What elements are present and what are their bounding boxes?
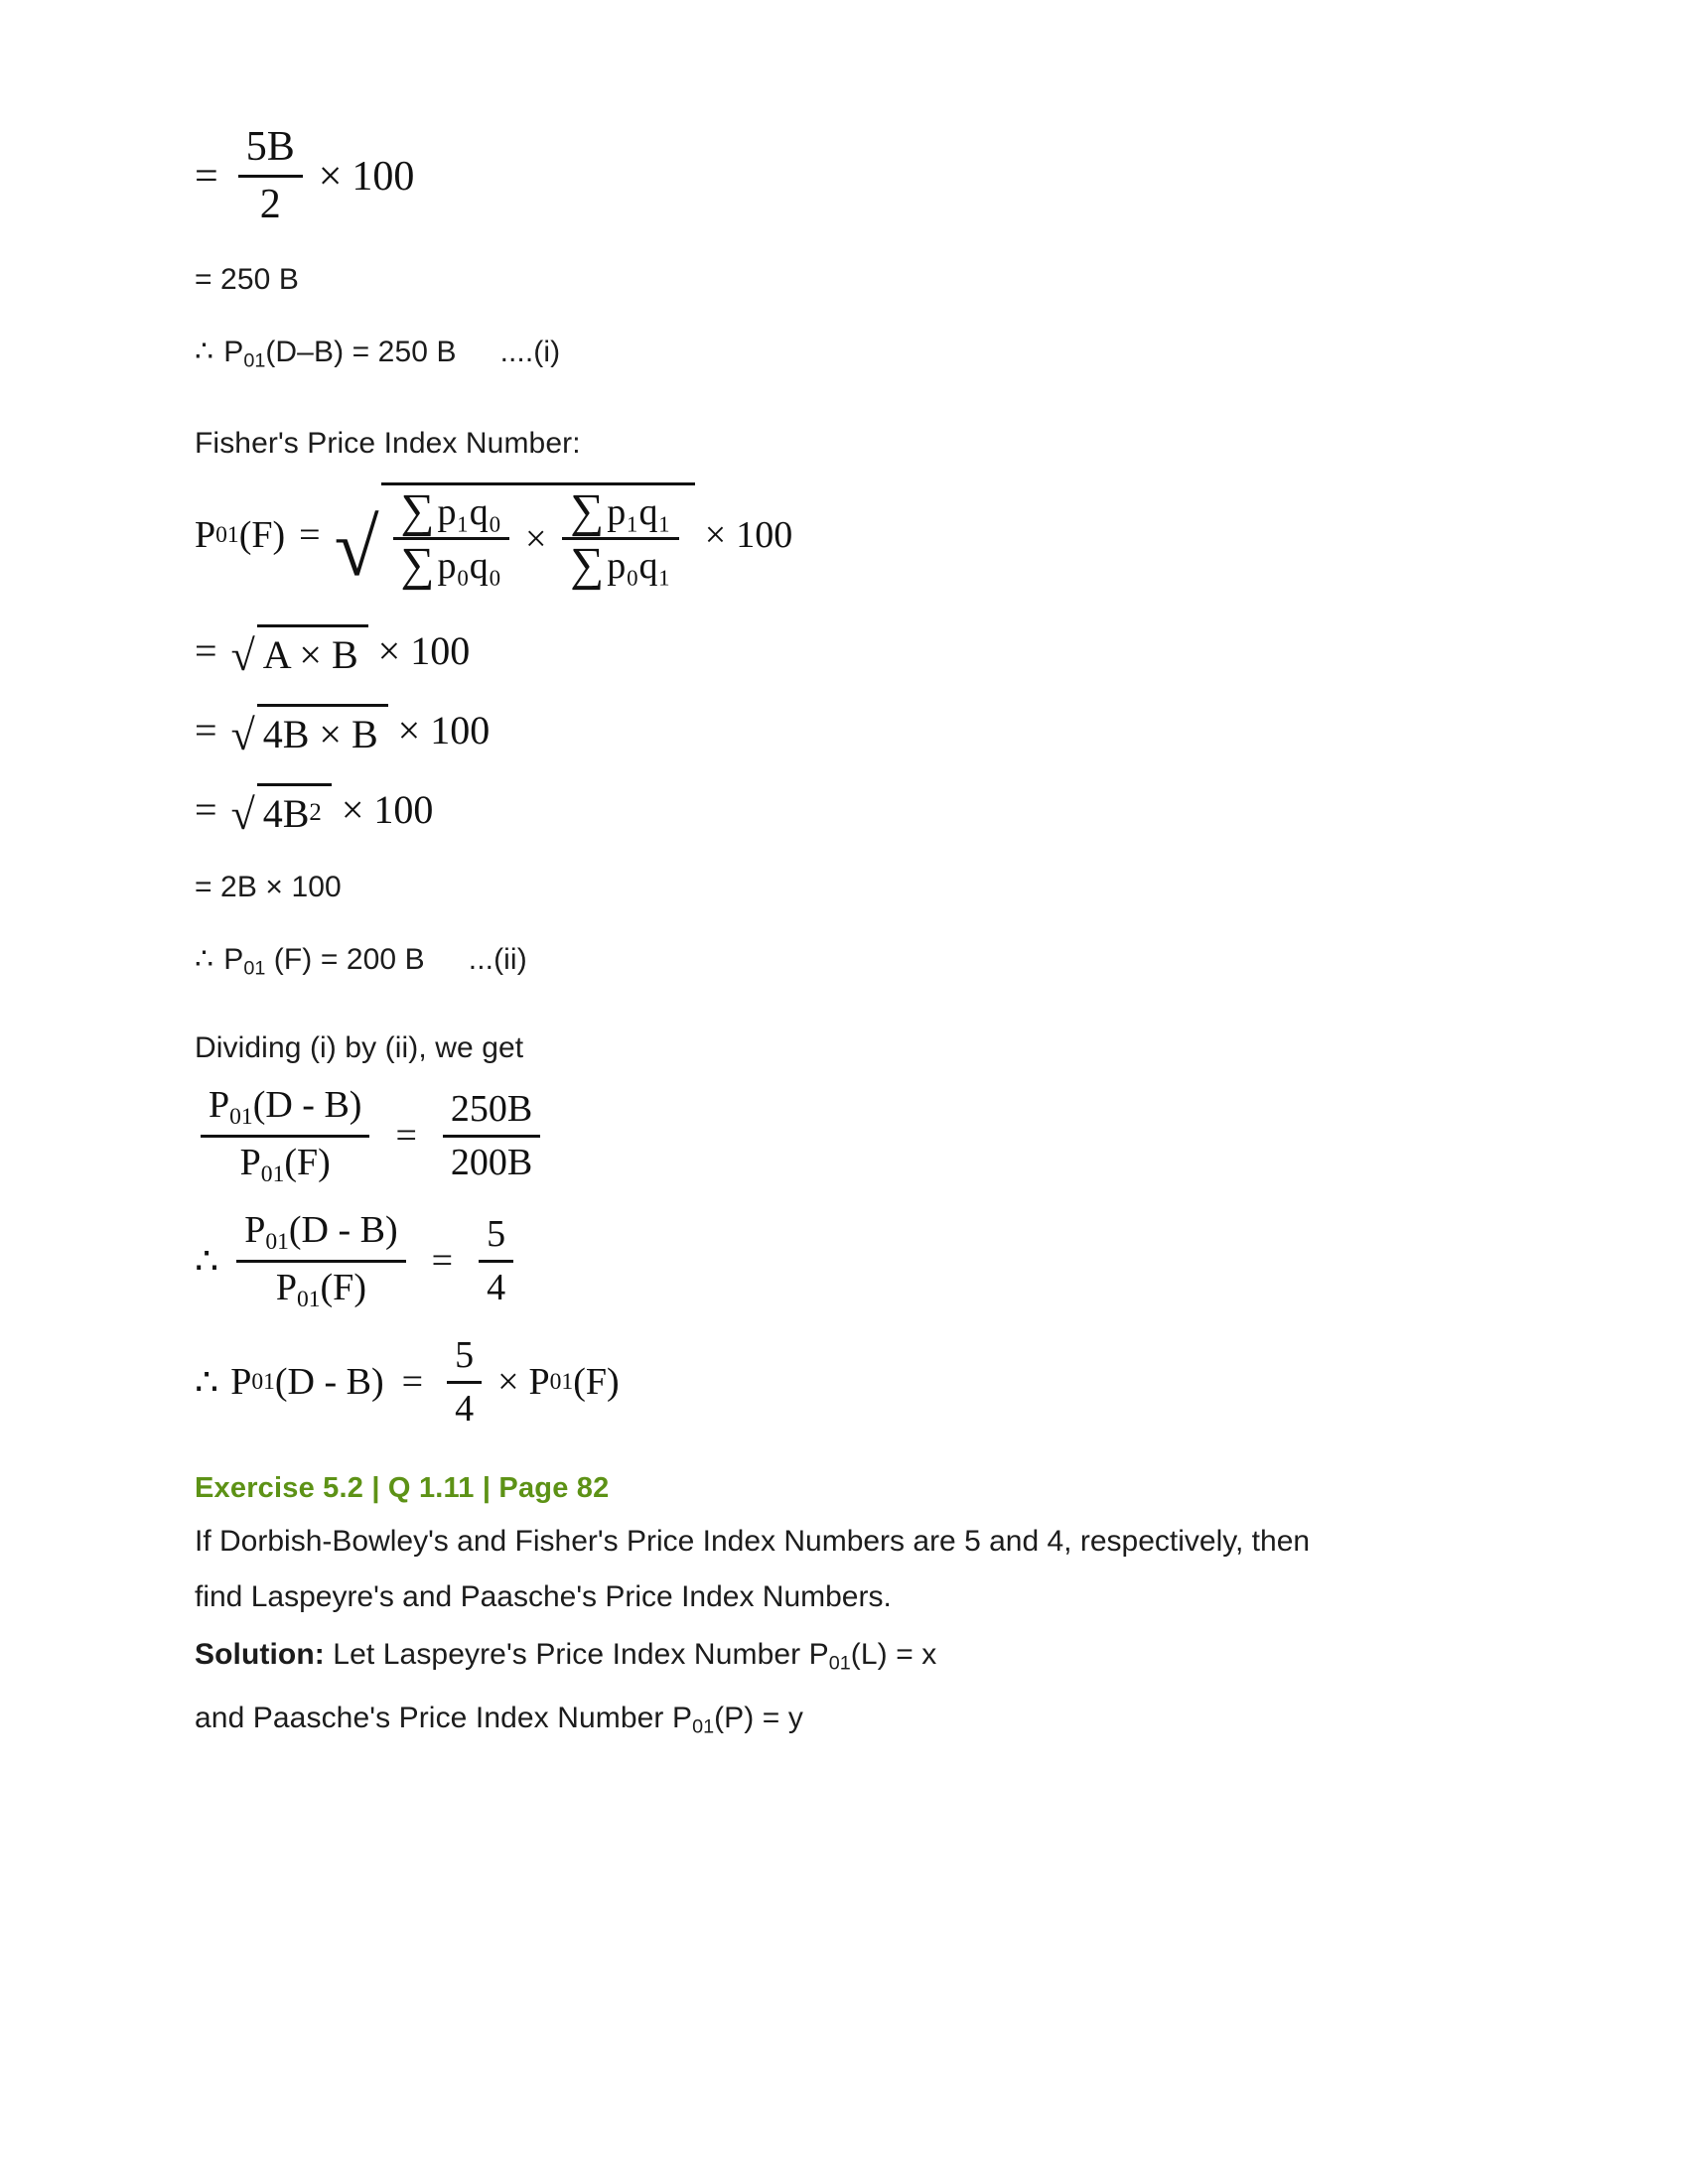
equation-5b-over-2 bbox=[195, 123, 1456, 229]
equation-ratio-250-200 bbox=[195, 1083, 1456, 1188]
radical-axb bbox=[231, 624, 368, 678]
p-subscript: 01 bbox=[260, 1160, 285, 1187]
p-subscript: 01 bbox=[692, 1715, 715, 1738]
p-subscript: 01 bbox=[251, 1368, 275, 1395]
fraction-bar bbox=[238, 175, 303, 178]
p-argument: (F) bbox=[273, 942, 313, 976]
solution-line-1 bbox=[195, 1638, 1456, 1676]
therefore-symbol: ∴ bbox=[195, 1240, 219, 1283]
fraction-bar bbox=[201, 1135, 369, 1138]
p-value: = 250 B bbox=[352, 336, 457, 369]
hundred-value: 100 bbox=[736, 514, 793, 557]
term-p0q1: p₀q₁ bbox=[607, 545, 671, 588]
multiply-sign: × bbox=[377, 628, 401, 674]
fraction-denominator: 4 bbox=[455, 1387, 475, 1430]
p-argument: (D–B) bbox=[265, 336, 345, 369]
equals-sign: = bbox=[195, 787, 217, 833]
term-4b: 4B bbox=[262, 790, 310, 836]
fraction-denominator: 4 bbox=[487, 1266, 506, 1308]
equation-sqrt-4bxb bbox=[195, 704, 1456, 757]
p-argument: (D - B) bbox=[274, 1361, 384, 1404]
multiply-sign: × bbox=[397, 708, 421, 753]
p-argument: (D - B) bbox=[252, 1084, 362, 1127]
p-label: P bbox=[209, 1084, 230, 1127]
p-subscript: 01 bbox=[265, 1229, 289, 1256]
fisher-p-argument: (F) bbox=[238, 514, 286, 557]
equation-tag-ii: ...(ii) bbox=[468, 942, 527, 976]
radical-sign: √ bbox=[230, 630, 255, 680]
sigma-icon: ∑ bbox=[400, 484, 435, 537]
fraction-denominator: 2 bbox=[259, 182, 281, 228]
fraction-numerator bbox=[236, 1208, 405, 1256]
sigma-icon: ∑ bbox=[570, 539, 605, 592]
p-subscript: 01 bbox=[229, 1104, 253, 1131]
exercise-reference-heading: Exercise 5.2 | Q 1.11 | Page 82 bbox=[195, 1472, 610, 1505]
fraction-numerator bbox=[393, 484, 509, 537]
radical-4b-squared bbox=[231, 783, 332, 837]
therefore-symbol: ∴ bbox=[195, 942, 214, 976]
solution-text: and Paasche's Price Index Number P bbox=[195, 1701, 693, 1734]
hundred-value: 100 bbox=[352, 153, 415, 200]
p-label: P bbox=[230, 1361, 252, 1404]
fraction-p01db-p01f bbox=[236, 1208, 405, 1313]
fraction-denominator: 200B bbox=[450, 1141, 533, 1183]
fraction-250b-200b bbox=[443, 1087, 540, 1184]
therefore-symbol: ∴ bbox=[195, 336, 214, 369]
fraction-denominator bbox=[562, 539, 678, 592]
radical-fisher bbox=[334, 482, 695, 593]
p-argument: (F) bbox=[573, 1361, 620, 1404]
sigma-icon: ∑ bbox=[570, 484, 605, 537]
fraction-bar bbox=[236, 1260, 405, 1263]
fraction-p01db-p01f bbox=[201, 1083, 369, 1188]
p-label: P bbox=[528, 1361, 550, 1404]
equals-sign: = bbox=[195, 708, 217, 753]
multiply-sign: × bbox=[341, 787, 364, 833]
fraction-numerator: 250B bbox=[450, 1088, 533, 1131]
fraction-denominator bbox=[393, 539, 509, 592]
p-argument: (F) bbox=[320, 1266, 366, 1308]
equation-fisher-formula bbox=[195, 482, 1456, 593]
fraction-denominator bbox=[232, 1141, 339, 1188]
fraction-numerator: 5B bbox=[245, 124, 295, 170]
hundred-value: 100 bbox=[410, 628, 471, 674]
fraction-bar bbox=[443, 1135, 540, 1138]
exponent-two: 2 bbox=[309, 799, 322, 827]
equals-sign: = bbox=[401, 1361, 424, 1404]
p-subscript: 01 bbox=[828, 1652, 851, 1675]
radicand bbox=[381, 482, 695, 592]
p-argument: (D - B) bbox=[288, 1209, 398, 1252]
fraction-bar bbox=[479, 1260, 513, 1263]
statement-p01-f bbox=[195, 942, 1456, 981]
question-line-2: find Laspeyre's and Paasche's Price Index Numbers. bbox=[195, 1580, 892, 1614]
radical-sign: √ bbox=[334, 501, 379, 593]
fisher-p-label: P bbox=[195, 514, 216, 557]
fraction-numerator bbox=[562, 484, 678, 537]
fraction-p1q0-p0q0 bbox=[393, 484, 509, 592]
radical-sign: √ bbox=[230, 710, 255, 759]
p-subscript: 01 bbox=[243, 349, 266, 372]
solution-text: Let Laspeyre's Price Index Number P bbox=[324, 1638, 829, 1672]
question-line-1: If Dorbish-Bowley's and Fisher's Price Index Numbers are 5 and 4, respectively, then bbox=[195, 1525, 1311, 1559]
term-p0q0: p₀q₀ bbox=[437, 545, 501, 588]
p-label: P bbox=[223, 336, 244, 369]
multiply-sign: × bbox=[704, 514, 727, 557]
document-content bbox=[195, 119, 1456, 1738]
equation-2b-times-100: = 2B × 100 bbox=[195, 870, 342, 903]
equals-sign: = bbox=[195, 628, 217, 674]
fraction-5-4 bbox=[447, 1333, 482, 1431]
equals-sign: = bbox=[299, 514, 321, 557]
equals-sign: = bbox=[395, 1115, 417, 1158]
p-label: P bbox=[244, 1209, 266, 1252]
equation-sqrt-axb bbox=[195, 624, 1456, 678]
multiply-sign: × bbox=[318, 153, 343, 200]
equation-final-relation bbox=[195, 1333, 1456, 1431]
fraction-5b-2 bbox=[238, 123, 303, 229]
multiply-sign: × bbox=[497, 1361, 519, 1404]
fraction-5-4 bbox=[479, 1212, 513, 1309]
fraction-p1q1-p0q1 bbox=[562, 484, 678, 592]
dividing-instruction: Dividing (i) by (ii), we get bbox=[195, 1031, 524, 1065]
p-argument: (F) bbox=[284, 1141, 331, 1183]
multiply-sign: × bbox=[524, 517, 547, 560]
fisher-heading: Fisher's Price Index Number: bbox=[195, 426, 581, 460]
term-p1q0: p₁q₀ bbox=[437, 490, 501, 533]
equation-sqrt-4b-squared bbox=[195, 783, 1456, 837]
term-p1q1: p₁q₁ bbox=[607, 490, 671, 533]
equation-result-250b: = 250 B bbox=[195, 263, 299, 297]
radicand: A × B bbox=[257, 624, 368, 678]
radicand: 4B × B bbox=[257, 704, 388, 757]
solution-line-2 bbox=[195, 1702, 1456, 1739]
p-subscript: 01 bbox=[243, 957, 266, 980]
hundred-value: 100 bbox=[430, 708, 491, 753]
solution-tail: (L) = x bbox=[850, 1638, 937, 1672]
fraction-numerator bbox=[201, 1083, 369, 1131]
p-subscript: 01 bbox=[296, 1286, 321, 1312]
radical-4bxb bbox=[231, 704, 388, 757]
equals-sign: = bbox=[195, 153, 218, 200]
p-label: P bbox=[275, 1266, 297, 1308]
fraction-bar bbox=[447, 1381, 482, 1384]
p-value: = 200 B bbox=[320, 942, 425, 976]
equals-sign: = bbox=[431, 1240, 454, 1283]
p-label: P bbox=[223, 942, 244, 976]
fisher-p-subscript: 01 bbox=[215, 521, 239, 548]
solution-label: Solution: bbox=[195, 1638, 325, 1672]
sigma-icon: ∑ bbox=[400, 539, 435, 592]
statement-p01-db bbox=[195, 335, 1456, 373]
p-subscript: 01 bbox=[549, 1368, 574, 1395]
fraction-denominator bbox=[268, 1266, 374, 1313]
therefore-symbol: ∴ bbox=[195, 1361, 219, 1404]
hundred-value: 100 bbox=[373, 787, 434, 833]
radicand bbox=[257, 783, 332, 837]
equation-ratio-5-4 bbox=[195, 1208, 1456, 1313]
radical-sign: √ bbox=[230, 789, 255, 839]
equation-tag-i: ....(i) bbox=[499, 336, 561, 369]
fraction-numerator: 5 bbox=[487, 1212, 506, 1255]
solution-tail: (P) = y bbox=[714, 1701, 803, 1734]
p-label: P bbox=[239, 1141, 261, 1183]
fraction-numerator: 5 bbox=[455, 1333, 475, 1376]
